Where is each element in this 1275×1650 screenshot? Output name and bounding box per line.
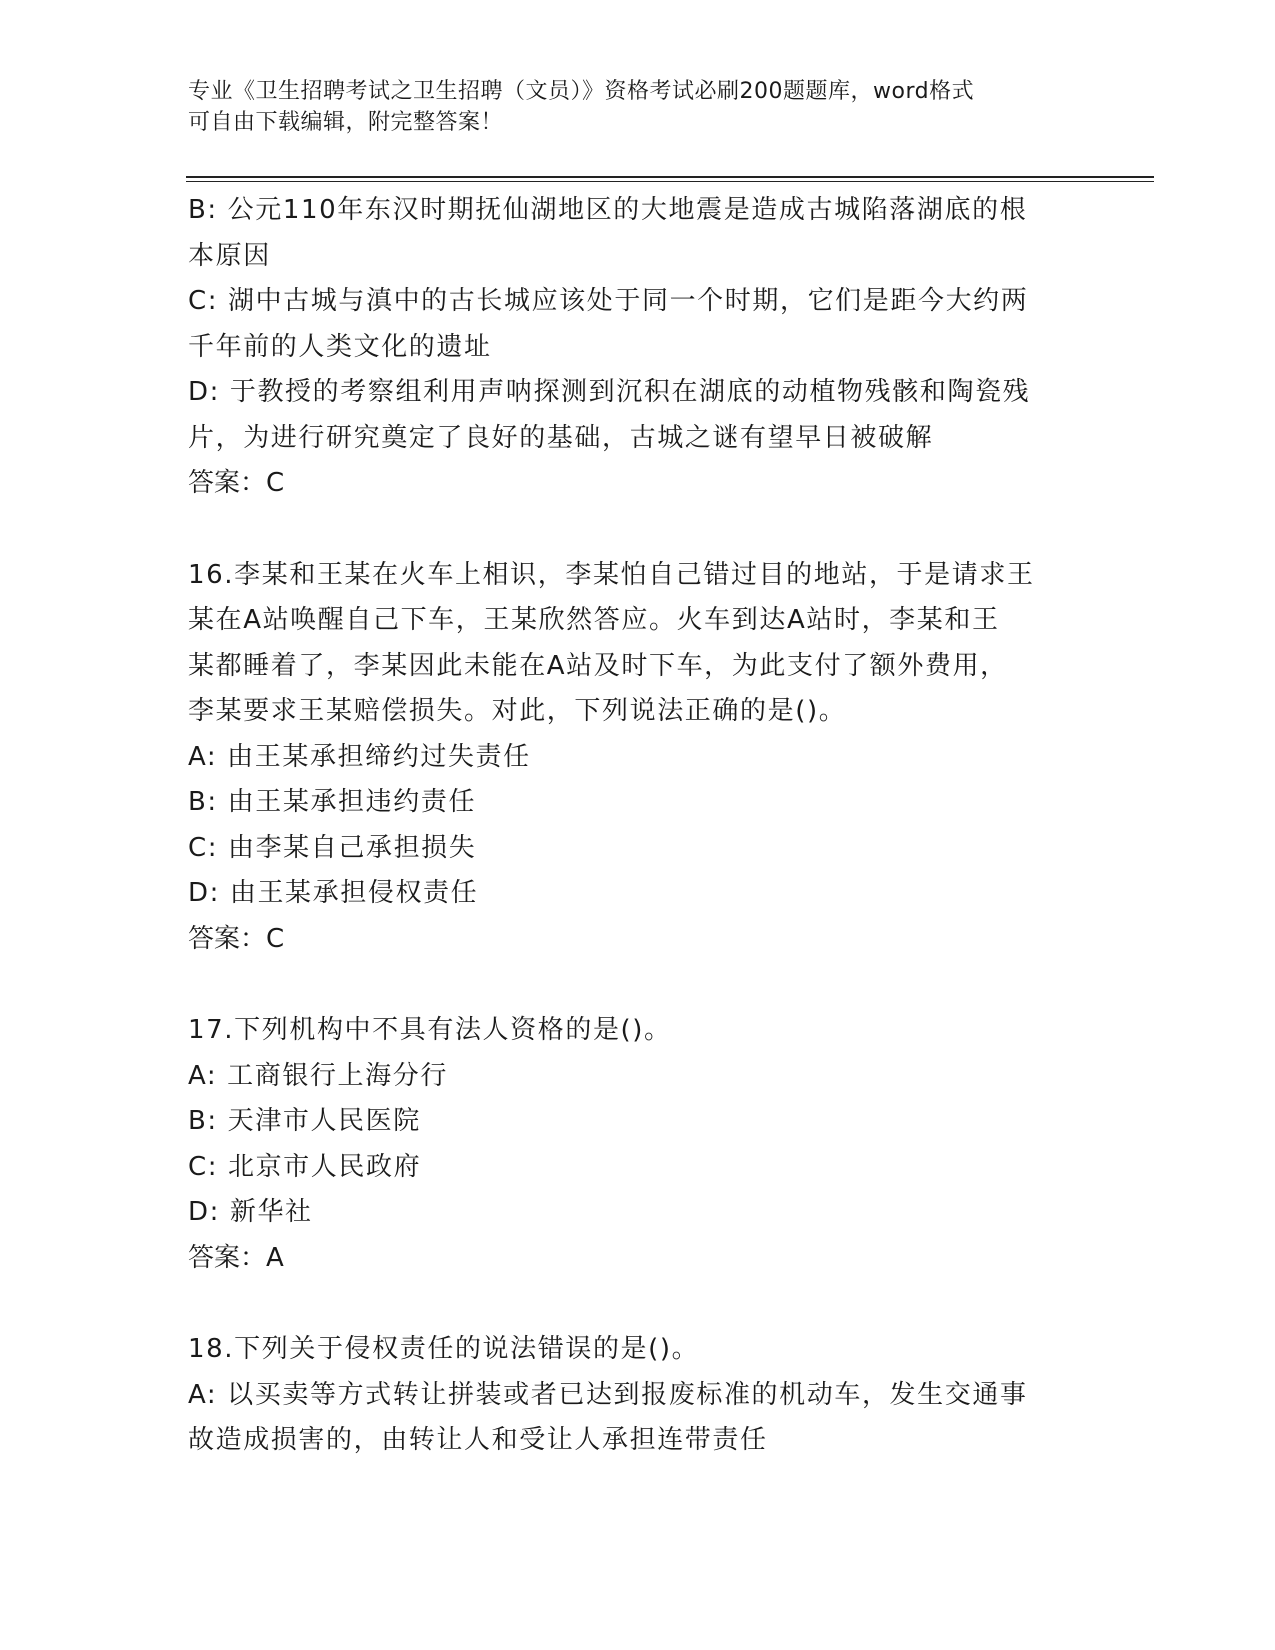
question-content	[188, 188, 1088, 1464]
spacer	[188, 1281, 1088, 1327]
header-divider-thick	[186, 176, 1154, 178]
q16-answer: 答案：C	[188, 923, 285, 954]
q16-stem-line-4: 李某要求王某赔偿损失。对此，下列说法正确的是()。	[188, 696, 847, 726]
q16-stem-line-1: 16.李某和王某在火车上相识，李某怕自己错过目的地站，于是请求王	[188, 559, 1035, 590]
q17-option-c: C: 北京市人民政府	[188, 1151, 422, 1182]
q17-option-d: D: 新华社	[188, 1197, 313, 1227]
q15-answer: 答案：C	[188, 468, 285, 498]
header-divider-thin	[186, 181, 1154, 182]
q17-answer: 答案：A	[188, 1242, 284, 1273]
q15-option-b-line-1: B: 公元110年东汉时期抚仙湖地区的大地震是造成古城陷落湖底的根	[188, 195, 1028, 225]
spacer	[188, 962, 1088, 1008]
q16-stem-line-3: 某都睡着了，李某因此未能在A站及时下车，为此支付了额外费用，	[188, 650, 1008, 681]
q16-option-a: A: 由王某承担缔约过失责任	[188, 741, 531, 772]
q17-option-b: B: 天津市人民医院	[188, 1106, 421, 1136]
q18-option-a-line-1: A: 以买卖等方式转让拼装或者已达到报废标准的机动车，发生交通事	[188, 1379, 1028, 1410]
question-15-continued	[188, 188, 1088, 507]
q16-stem-line-2: 某在A站唤醒自己下车，王某欣然答应。火车到达A站时，李某和王	[188, 605, 1000, 635]
q16-option-b: B: 由王某承担违约责任	[188, 787, 477, 817]
q17-stem: 17.下列机构中不具有法人资格的是()。	[188, 1015, 672, 1045]
q17-option-a: A: 工商银行上海分行	[188, 1060, 448, 1091]
q15-option-d-line-2: 片，为进行研究奠定了良好的基础，古城之谜有望早日被破解	[188, 422, 934, 453]
q15-option-c-line-2: 千年前的人类文化的遗址	[188, 331, 492, 362]
question-16	[188, 553, 1088, 963]
page-header	[188, 76, 1088, 138]
q18-stem: 18.下列关于侵权责任的说法错误的是()。	[188, 1334, 700, 1364]
q16-option-c: C: 由李某自己承担损失	[188, 832, 477, 863]
q15-option-d-line-1: D: 于教授的考察组利用声呐探测到沉积在湖底的动植物残骸和陶瓷残	[188, 377, 1031, 407]
q16-option-d: D: 由王某承担侵权责任	[188, 878, 479, 908]
question-18	[188, 1327, 1088, 1464]
q18-option-a-line-2: 故造成损害的，由转让人和受让人承担连带责任	[188, 1425, 768, 1455]
q15-option-b-line-2: 本原因	[188, 240, 271, 271]
header-title-line-1: 专业《卫生招聘考试之卫生招聘（文员）》资格考试必刷200题题库，word格式	[188, 79, 975, 104]
q15-option-c-line-1: C: 湖中古城与滇中的古长城应该处于同一个时期，它们是距今大约两	[188, 286, 1029, 316]
spacer	[188, 507, 1088, 553]
question-17	[188, 1008, 1088, 1281]
header-title-line-2: 可自由下载编辑，附完整答案！	[188, 110, 504, 135]
